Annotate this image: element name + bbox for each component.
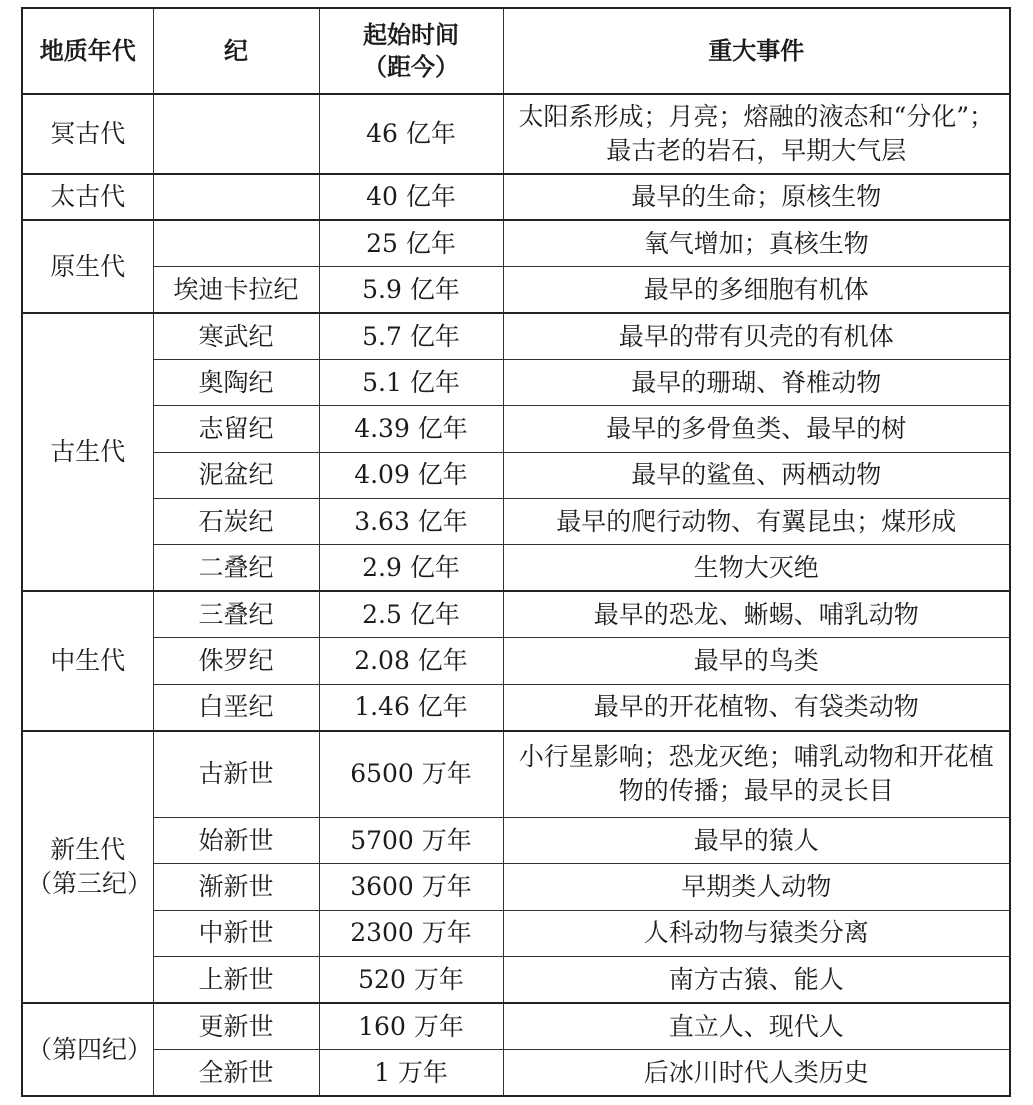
header-row	[22, 8, 1010, 94]
start-time-cell: 46 亿年	[319, 94, 503, 174]
table-row	[22, 174, 1010, 220]
table-row	[22, 267, 1010, 313]
period-cell: 中新世	[153, 910, 319, 956]
table-body	[22, 94, 1010, 1096]
period-cell: 白垩纪	[153, 684, 319, 730]
table-row	[22, 638, 1010, 684]
table-row	[22, 910, 1010, 956]
table-row	[22, 452, 1010, 498]
events-cell: 最早的猿人	[503, 817, 1010, 863]
table-row	[22, 359, 1010, 405]
period-cell: 三叠纪	[153, 591, 319, 637]
table-row	[22, 499, 1010, 545]
period-cell	[153, 174, 319, 220]
period-cell: 石炭纪	[153, 499, 319, 545]
start-time-cell: 2.5 亿年	[319, 591, 503, 637]
start-time-cell: 4.39 亿年	[319, 406, 503, 452]
period-cell	[153, 220, 319, 266]
table-row	[22, 1003, 1010, 1049]
start-time-cell: 2.08 亿年	[319, 638, 503, 684]
table-row	[22, 957, 1010, 1003]
start-time-cell: 1 万年	[319, 1049, 503, 1096]
era-cell: 太古代	[22, 174, 153, 220]
table-row	[22, 1049, 1010, 1096]
period-cell: 始新世	[153, 817, 319, 863]
start-time-cell: 5.1 亿年	[319, 359, 503, 405]
header-period: 纪	[153, 8, 319, 94]
table-row	[22, 817, 1010, 863]
events-cell: 小行星影响；恐龙灭绝；哺乳动物和开花植物的传播；最早的灵长目	[503, 731, 1010, 818]
period-cell: 上新世	[153, 957, 319, 1003]
events-cell: 早期类人动物	[503, 864, 1010, 910]
table-row	[22, 220, 1010, 266]
events-cell: 最早的鸟类	[503, 638, 1010, 684]
header-start-time-line1: 起始时间	[363, 20, 459, 49]
era-cell: 中生代	[22, 591, 153, 730]
events-cell: 最早的爬行动物、有翼昆虫；煤形成	[503, 499, 1010, 545]
start-time-cell: 3600 万年	[319, 864, 503, 910]
geologic-time-table	[21, 7, 1011, 1097]
start-time-cell: 5700 万年	[319, 817, 503, 863]
events-cell: 最早的带有贝壳的有机体	[503, 313, 1010, 359]
period-cell: 奥陶纪	[153, 359, 319, 405]
period-cell: 二叠纪	[153, 545, 319, 591]
period-cell: 泥盆纪	[153, 452, 319, 498]
start-time-cell: 1.46 亿年	[319, 684, 503, 730]
period-cell: 全新世	[153, 1049, 319, 1096]
table-row	[22, 731, 1010, 818]
table-row	[22, 864, 1010, 910]
period-cell: 寒武纪	[153, 313, 319, 359]
table-row	[22, 545, 1010, 591]
period-cell: 志留纪	[153, 406, 319, 452]
table-row	[22, 684, 1010, 730]
events-cell: 生物大灭绝	[503, 545, 1010, 591]
start-time-cell: 520 万年	[319, 957, 503, 1003]
events-cell: 后冰川时代人类历史	[503, 1049, 1010, 1096]
events-cell: 太阳系形成；月亮；熔融的液态和“分化”；最古老的岩石，早期大气层	[503, 94, 1010, 174]
start-time-cell: 3.63 亿年	[319, 499, 503, 545]
table-row	[22, 313, 1010, 359]
header-start-time-line2: （距今）	[363, 53, 459, 81]
start-time-cell: 4.09 亿年	[319, 452, 503, 498]
events-cell: 最早的珊瑚、脊椎动物	[503, 359, 1010, 405]
header-start-time	[319, 8, 503, 94]
era-cell: 新生代（第三纪）	[22, 731, 153, 1003]
start-time-cell: 6500 万年	[319, 731, 503, 818]
start-time-cell: 5.9 亿年	[319, 267, 503, 313]
era-cell: （第四纪）	[22, 1003, 153, 1096]
table-row	[22, 406, 1010, 452]
events-cell: 最早的恐龙、蜥蜴、哺乳动物	[503, 591, 1010, 637]
table-header	[22, 8, 1010, 94]
start-time-cell: 2.9 亿年	[319, 545, 503, 591]
era-cell: 原生代	[22, 220, 153, 313]
events-cell: 人科动物与猿类分离	[503, 910, 1010, 956]
period-cell: 埃迪卡拉纪	[153, 267, 319, 313]
period-cell: 侏罗纪	[153, 638, 319, 684]
events-cell: 最早的鲨鱼、两栖动物	[503, 452, 1010, 498]
events-cell: 最早的生命；原核生物	[503, 174, 1010, 220]
period-cell: 更新世	[153, 1003, 319, 1049]
events-cell: 直立人、现代人	[503, 1003, 1010, 1049]
header-events: 重大事件	[503, 8, 1010, 94]
table-row	[22, 94, 1010, 174]
start-time-cell: 160 万年	[319, 1003, 503, 1049]
start-time-cell: 40 亿年	[319, 174, 503, 220]
era-cell: 古生代	[22, 313, 153, 591]
table-row	[22, 591, 1010, 637]
period-cell	[153, 94, 319, 174]
events-cell: 南方古猿、能人	[503, 957, 1010, 1003]
start-time-cell: 25 亿年	[319, 220, 503, 266]
period-cell: 渐新世	[153, 864, 319, 910]
period-cell: 古新世	[153, 731, 319, 818]
events-cell: 最早的开花植物、有袋类动物	[503, 684, 1010, 730]
start-time-cell: 5.7 亿年	[319, 313, 503, 359]
header-era: 地质年代	[22, 8, 153, 94]
events-cell: 最早的多骨鱼类、最早的树	[503, 406, 1010, 452]
era-cell: 冥古代	[22, 94, 153, 174]
start-time-cell: 2300 万年	[319, 910, 503, 956]
events-cell: 最早的多细胞有机体	[503, 267, 1010, 313]
events-cell: 氧气增加；真核生物	[503, 220, 1010, 266]
